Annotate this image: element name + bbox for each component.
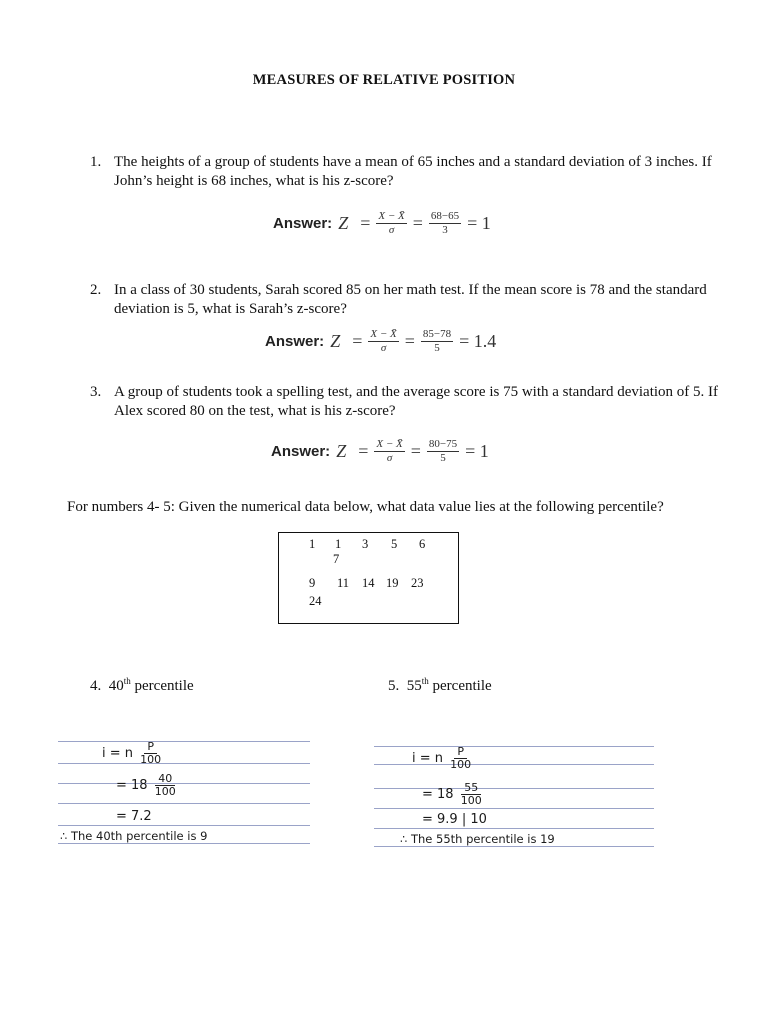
handwritten-conclusion: ∴ The 55th percentile is 19 (400, 832, 555, 846)
data-value: 6 (419, 537, 426, 551)
equals-sign: = (410, 441, 421, 461)
data-value: 1 (335, 537, 342, 551)
item-number: 5. (388, 678, 400, 694)
answer-result: = 1 (465, 441, 489, 461)
handwritten-line: = 7.2 (116, 809, 152, 824)
handwritten-solution-55th (374, 742, 654, 850)
equals-sign: = (360, 213, 371, 233)
answer-label: Answer: (271, 443, 331, 460)
ordinal-suffix: th (421, 676, 429, 686)
answer-3 (271, 438, 489, 465)
data-value: 23 (411, 576, 424, 590)
question-3 (90, 383, 730, 421)
percentile-instructions: For numbers 4- 5: Given the numerical data below, what data value lies at the following percentile? (67, 499, 664, 515)
answer-result: = 1 (467, 213, 491, 233)
answer-2 (265, 328, 496, 355)
value-fraction: $\frac{68-65}{3}$ (430, 210, 460, 236)
equals-sign: = (412, 213, 423, 233)
formula-fraction: $\frac{X - X̄}{\sigma}$ (370, 328, 397, 354)
data-value: 14 (362, 576, 375, 590)
formula-fraction: $\frac{X - X̄}{\sigma}$ (378, 210, 405, 236)
question-number: 3. (90, 384, 102, 400)
data-value: 7 (333, 552, 340, 566)
question-text: In a class of 30 students, Sarah scored 85 on her math test. If the mean score is 78 and the standard deviation is 5, what is Sarah’s z-score? (114, 282, 707, 317)
data-value: 1 (309, 537, 316, 551)
question-number: 1. (90, 154, 102, 170)
item-5-heading (388, 676, 492, 695)
data-value: 5 (391, 537, 398, 551)
answer-result: = 1.4 (459, 331, 497, 351)
handwritten-line: i = n $\frac{P}{100}$ (412, 745, 472, 771)
item-4-heading (90, 676, 194, 695)
data-value: 9 (309, 576, 316, 590)
item-number: 4. (90, 678, 102, 694)
question-text: The heights of a group of students have a mean of 65 inches and a standard deviation of 3 inches. If John’s height is 68 inches, what is his z-score? (114, 154, 712, 189)
equals-sign: = (358, 441, 369, 461)
question-2 (90, 281, 730, 319)
answer-1 (273, 210, 491, 237)
handwritten-line: = 9.9 | 10 (422, 812, 487, 827)
value-fraction: $\frac{80-75}{5}$ (428, 438, 458, 464)
answer-label: Answer: (273, 215, 333, 232)
item-value: 40 (108, 678, 124, 694)
ordinal-suffix: th (123, 676, 131, 686)
data-value: 19 (386, 576, 399, 590)
answer-label: Answer: (265, 333, 325, 350)
equals-sign: = (404, 331, 415, 351)
z-symbol: Z (336, 441, 347, 461)
handwritten-line: = 18 $\frac{40}{100}$ (116, 772, 176, 798)
page-title: MEASURES OF RELATIVE POSITION (252, 72, 516, 88)
z-symbol: Z (330, 331, 341, 351)
item-label: percentile (134, 678, 194, 694)
question-1 (90, 153, 730, 191)
data-value: 11 (337, 576, 350, 590)
question-number: 2. (90, 282, 102, 298)
handwritten-conclusion: ∴ The 40th percentile is 9 (60, 829, 208, 843)
item-value: 55 (406, 678, 422, 694)
formula-fraction: $\frac{X - X̄}{\sigma}$ (376, 438, 403, 464)
data-value: 3 (362, 537, 369, 551)
handwritten-line: i = n $\frac{P}{100}$ (102, 740, 162, 766)
data-value: 24 (309, 594, 322, 608)
handwritten-line: = 18 $\frac{55}{100}$ (422, 781, 482, 807)
handwritten-solution-40th (58, 735, 310, 847)
z-symbol: Z (338, 213, 349, 233)
value-fraction: $\frac{85-78}{5}$ (422, 328, 452, 354)
question-text: A group of students took a spelling test, and the average score is 75 with a standard deviation of 5. If Alex scored 80 on the test, what is his z-score? (114, 384, 719, 419)
data-table (278, 532, 459, 624)
item-label: percentile (432, 678, 492, 694)
equals-sign: = (352, 331, 363, 351)
